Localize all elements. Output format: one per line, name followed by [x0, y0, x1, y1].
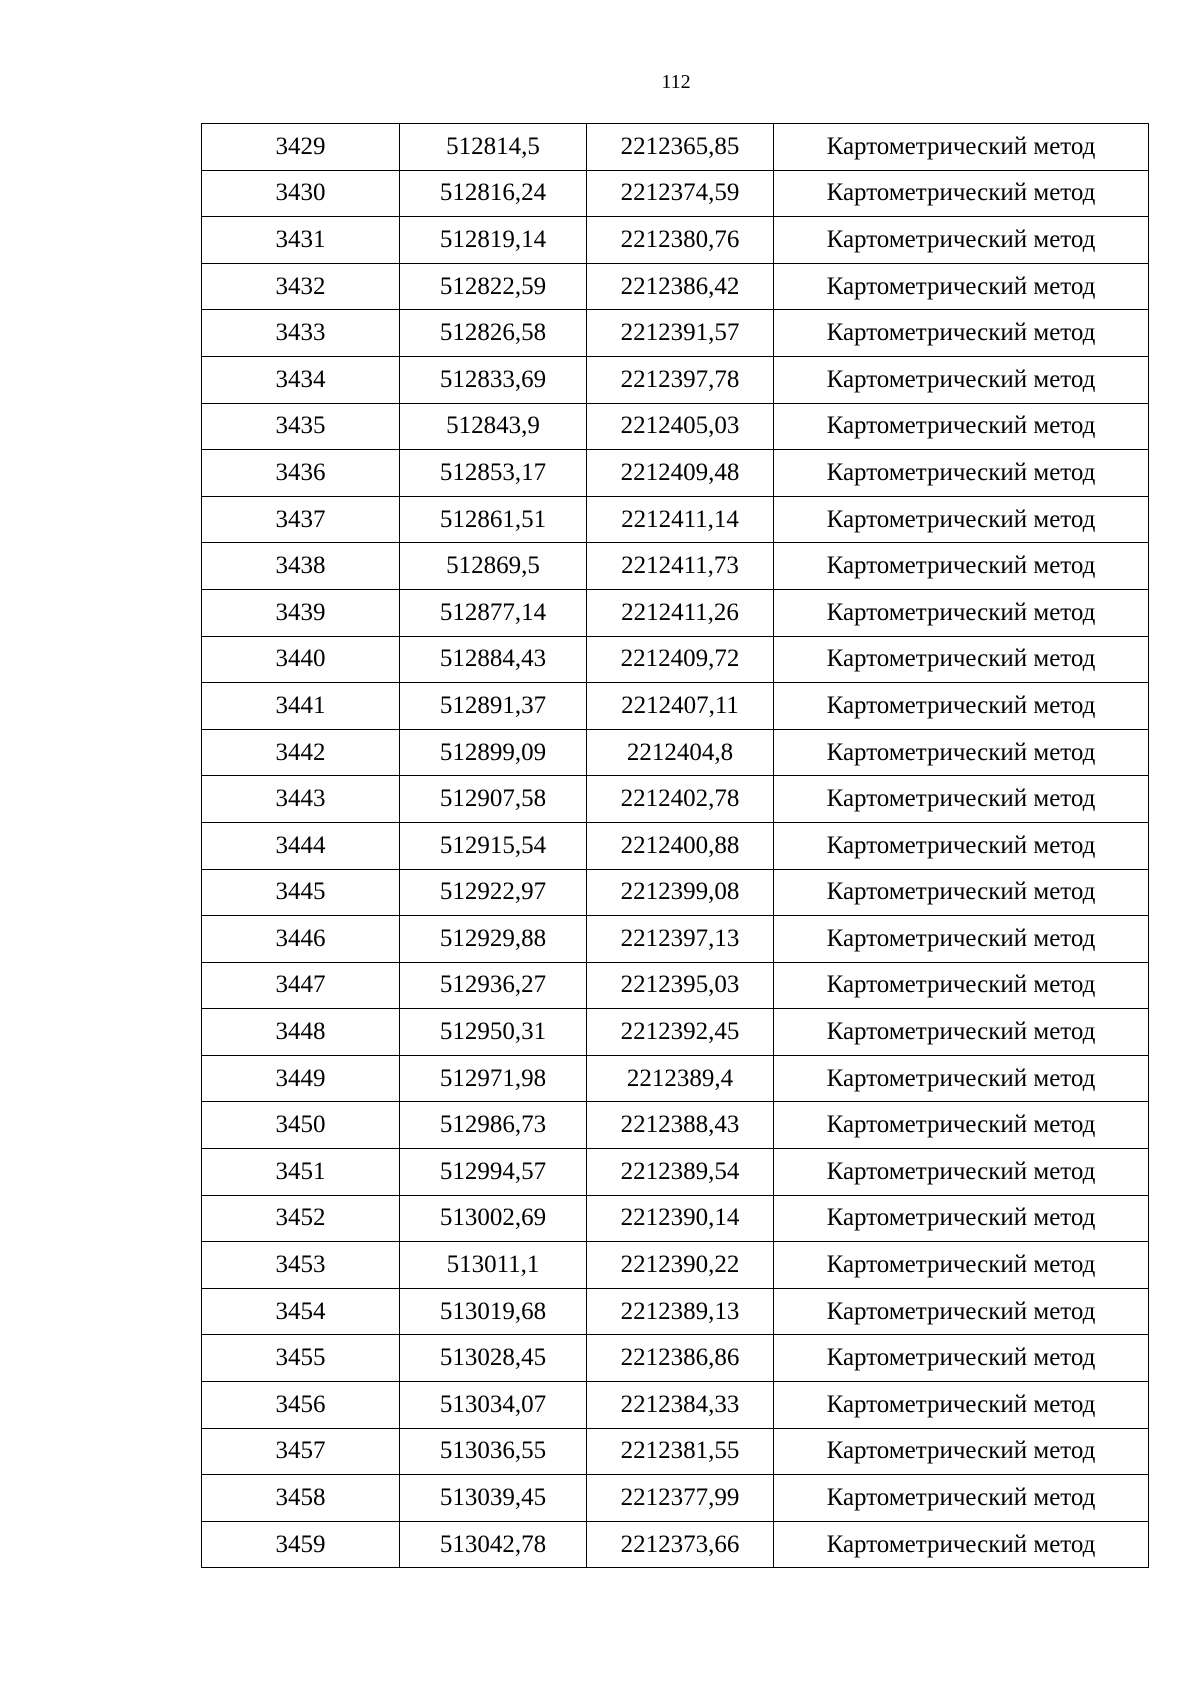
point-number-cell: 3455	[202, 1335, 400, 1382]
x-coordinate-cell: 513011,1	[400, 1242, 587, 1289]
method-cell: Картометрический метод	[774, 1055, 1149, 1102]
y-coordinate-cell: 2212384,33	[587, 1382, 774, 1429]
y-coordinate-cell: 2212389,13	[587, 1288, 774, 1335]
table-row	[202, 729, 1149, 776]
method-cell: Картометрический метод	[774, 1382, 1149, 1429]
table-row	[202, 1195, 1149, 1242]
point-number-cell: 3453	[202, 1242, 400, 1289]
method-cell: Картометрический метод	[774, 263, 1149, 310]
method-cell: Картометрический метод	[774, 310, 1149, 357]
x-coordinate-cell: 513028,45	[400, 1335, 587, 1382]
point-number-cell: 3435	[202, 403, 400, 450]
method-cell: Картометрический метод	[774, 496, 1149, 543]
point-number-cell: 3434	[202, 356, 400, 403]
point-number-cell: 3456	[202, 1382, 400, 1429]
table-row	[202, 170, 1149, 217]
method-cell: Картометрический метод	[774, 1242, 1149, 1289]
table-row	[202, 1475, 1149, 1522]
method-cell: Картометрический метод	[774, 124, 1149, 171]
y-coordinate-cell: 2212392,45	[587, 1009, 774, 1056]
point-number-cell: 3437	[202, 496, 400, 543]
point-number-cell: 3451	[202, 1149, 400, 1196]
point-number-cell: 3432	[202, 263, 400, 310]
x-coordinate-cell: 512899,09	[400, 729, 587, 776]
x-coordinate-cell: 513019,68	[400, 1288, 587, 1335]
point-number-cell: 3448	[202, 1009, 400, 1056]
y-coordinate-cell: 2212397,78	[587, 356, 774, 403]
method-cell: Картометрический метод	[774, 356, 1149, 403]
table-row	[202, 776, 1149, 823]
point-number-cell: 3440	[202, 636, 400, 683]
table-row	[202, 1149, 1149, 1196]
method-cell: Картометрический метод	[774, 636, 1149, 683]
x-coordinate-cell: 512833,69	[400, 356, 587, 403]
x-coordinate-cell: 512884,43	[400, 636, 587, 683]
x-coordinate-cell: 512853,17	[400, 450, 587, 497]
method-cell: Картометрический метод	[774, 916, 1149, 963]
y-coordinate-cell: 2212381,55	[587, 1428, 774, 1475]
y-coordinate-cell: 2212374,59	[587, 170, 774, 217]
y-coordinate-cell: 2212409,48	[587, 450, 774, 497]
table-row	[202, 403, 1149, 450]
y-coordinate-cell: 2212402,78	[587, 776, 774, 823]
y-coordinate-cell: 2212389,4	[587, 1055, 774, 1102]
table-row	[202, 1382, 1149, 1429]
table-row	[202, 450, 1149, 497]
table-row	[202, 1428, 1149, 1475]
table-row	[202, 869, 1149, 916]
y-coordinate-cell: 2212386,86	[587, 1335, 774, 1382]
method-cell: Картометрический метод	[774, 1288, 1149, 1335]
coordinates-table	[201, 123, 1149, 1568]
table-row	[202, 1102, 1149, 1149]
point-number-cell: 3459	[202, 1521, 400, 1568]
table-row	[202, 962, 1149, 1009]
method-cell: Картометрический метод	[774, 450, 1149, 497]
x-coordinate-cell: 512877,14	[400, 589, 587, 636]
x-coordinate-cell: 512843,9	[400, 403, 587, 450]
page-header	[0, 70, 1200, 94]
y-coordinate-cell: 2212389,54	[587, 1149, 774, 1196]
method-cell: Картометрический метод	[774, 403, 1149, 450]
method-cell: Картометрический метод	[774, 1428, 1149, 1475]
method-cell: Картометрический метод	[774, 962, 1149, 1009]
y-coordinate-cell: 2212411,73	[587, 543, 774, 590]
table-row	[202, 263, 1149, 310]
x-coordinate-cell: 512907,58	[400, 776, 587, 823]
method-cell: Картометрический метод	[774, 589, 1149, 636]
point-number-cell: 3458	[202, 1475, 400, 1522]
point-number-cell: 3430	[202, 170, 400, 217]
y-coordinate-cell: 2212391,57	[587, 310, 774, 357]
x-coordinate-cell: 512861,51	[400, 496, 587, 543]
y-coordinate-cell: 2212411,26	[587, 589, 774, 636]
y-coordinate-cell: 2212400,88	[587, 822, 774, 869]
table-row	[202, 916, 1149, 963]
point-number-cell: 3442	[202, 729, 400, 776]
table-row	[202, 543, 1149, 590]
table-row	[202, 1288, 1149, 1335]
method-cell: Картометрический метод	[774, 543, 1149, 590]
coordinates-table-body	[202, 124, 1149, 1568]
x-coordinate-cell: 512950,31	[400, 1009, 587, 1056]
x-coordinate-cell: 512869,5	[400, 543, 587, 590]
point-number-cell: 3443	[202, 776, 400, 823]
table-row	[202, 124, 1149, 171]
x-coordinate-cell: 512814,5	[400, 124, 587, 171]
y-coordinate-cell: 2212373,66	[587, 1521, 774, 1568]
page-number: 112	[661, 71, 691, 93]
y-coordinate-cell: 2212397,13	[587, 916, 774, 963]
point-number-cell: 3454	[202, 1288, 400, 1335]
table-row	[202, 310, 1149, 357]
y-coordinate-cell: 2212404,8	[587, 729, 774, 776]
y-coordinate-cell: 2212386,42	[587, 263, 774, 310]
y-coordinate-cell: 2212409,72	[587, 636, 774, 683]
method-cell: Картометрический метод	[774, 1475, 1149, 1522]
table-row	[202, 496, 1149, 543]
point-number-cell: 3449	[202, 1055, 400, 1102]
table-row	[202, 1335, 1149, 1382]
table-row	[202, 683, 1149, 730]
method-cell: Картометрический метод	[774, 822, 1149, 869]
point-number-cell: 3439	[202, 589, 400, 636]
x-coordinate-cell: 512994,57	[400, 1149, 587, 1196]
y-coordinate-cell: 2212395,03	[587, 962, 774, 1009]
x-coordinate-cell: 512822,59	[400, 263, 587, 310]
table-row	[202, 589, 1149, 636]
point-number-cell: 3431	[202, 217, 400, 264]
x-coordinate-cell: 513002,69	[400, 1195, 587, 1242]
y-coordinate-cell: 2212388,43	[587, 1102, 774, 1149]
point-number-cell: 3429	[202, 124, 400, 171]
table-row	[202, 1009, 1149, 1056]
table-row	[202, 822, 1149, 869]
point-number-cell: 3452	[202, 1195, 400, 1242]
method-cell: Картометрический метод	[774, 683, 1149, 730]
y-coordinate-cell: 2212390,22	[587, 1242, 774, 1289]
point-number-cell: 3446	[202, 916, 400, 963]
x-coordinate-cell: 512826,58	[400, 310, 587, 357]
method-cell: Картометрический метод	[774, 170, 1149, 217]
method-cell: Картометрический метод	[774, 729, 1149, 776]
y-coordinate-cell: 2212380,76	[587, 217, 774, 264]
x-coordinate-cell: 512986,73	[400, 1102, 587, 1149]
method-cell: Картометрический метод	[774, 1195, 1149, 1242]
method-cell: Картометрический метод	[774, 1009, 1149, 1056]
x-coordinate-cell: 512971,98	[400, 1055, 587, 1102]
method-cell: Картометрический метод	[774, 1521, 1149, 1568]
table-row	[202, 356, 1149, 403]
table-row	[202, 1242, 1149, 1289]
x-coordinate-cell: 512816,24	[400, 170, 587, 217]
y-coordinate-cell: 2212411,14	[587, 496, 774, 543]
point-number-cell: 3450	[202, 1102, 400, 1149]
x-coordinate-cell: 512819,14	[400, 217, 587, 264]
y-coordinate-cell: 2212377,99	[587, 1475, 774, 1522]
point-number-cell: 3441	[202, 683, 400, 730]
y-coordinate-cell: 2212365,85	[587, 124, 774, 171]
y-coordinate-cell: 2212399,08	[587, 869, 774, 916]
method-cell: Картометрический метод	[774, 1335, 1149, 1382]
method-cell: Картометрический метод	[774, 869, 1149, 916]
point-number-cell: 3445	[202, 869, 400, 916]
method-cell: Картометрический метод	[774, 776, 1149, 823]
table-row	[202, 217, 1149, 264]
x-coordinate-cell: 513036,55	[400, 1428, 587, 1475]
method-cell: Картометрический метод	[774, 217, 1149, 264]
method-cell: Картометрический метод	[774, 1149, 1149, 1196]
x-coordinate-cell: 512891,37	[400, 683, 587, 730]
table-row	[202, 1055, 1149, 1102]
method-cell: Картометрический метод	[774, 1102, 1149, 1149]
table-row	[202, 1521, 1149, 1568]
x-coordinate-cell: 513042,78	[400, 1521, 587, 1568]
point-number-cell: 3433	[202, 310, 400, 357]
y-coordinate-cell: 2212405,03	[587, 403, 774, 450]
x-coordinate-cell: 512915,54	[400, 822, 587, 869]
point-number-cell: 3444	[202, 822, 400, 869]
y-coordinate-cell: 2212390,14	[587, 1195, 774, 1242]
y-coordinate-cell: 2212407,11	[587, 683, 774, 730]
x-coordinate-cell: 513039,45	[400, 1475, 587, 1522]
x-coordinate-cell: 512922,97	[400, 869, 587, 916]
point-number-cell: 3438	[202, 543, 400, 590]
x-coordinate-cell: 512929,88	[400, 916, 587, 963]
point-number-cell: 3457	[202, 1428, 400, 1475]
x-coordinate-cell: 512936,27	[400, 962, 587, 1009]
point-number-cell: 3436	[202, 450, 400, 497]
x-coordinate-cell: 513034,07	[400, 1382, 587, 1429]
table-row	[202, 636, 1149, 683]
point-number-cell: 3447	[202, 962, 400, 1009]
